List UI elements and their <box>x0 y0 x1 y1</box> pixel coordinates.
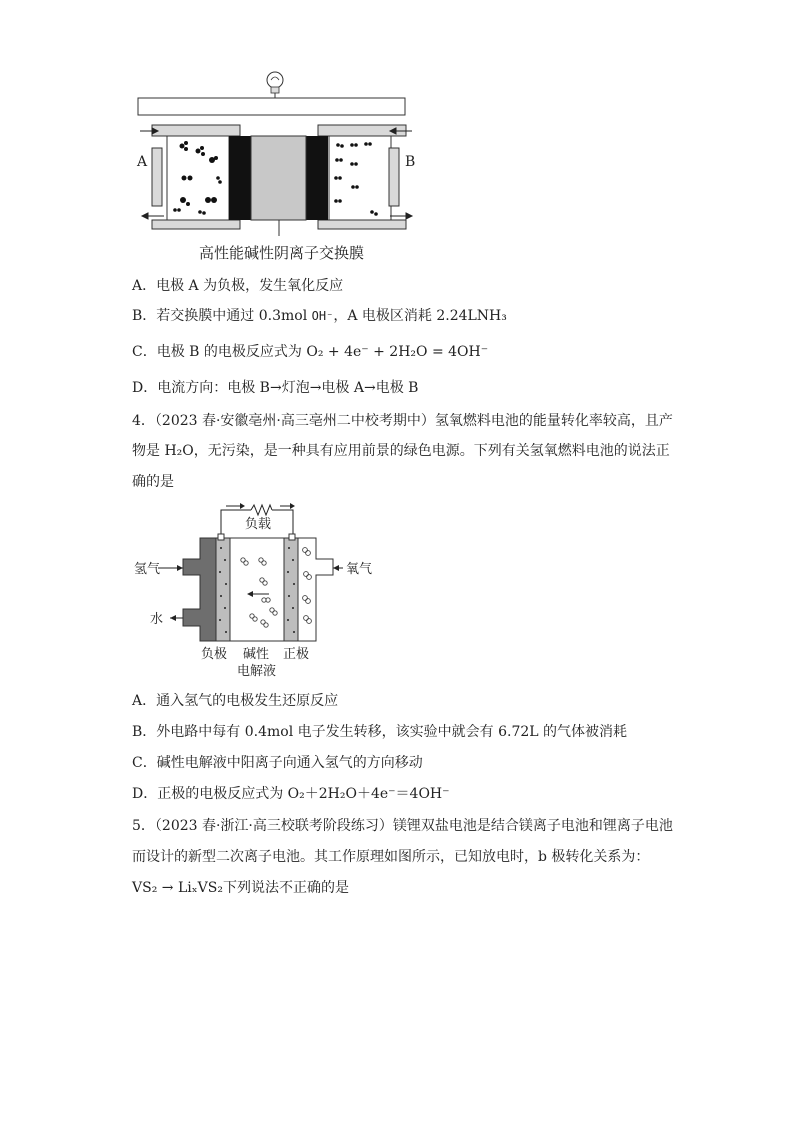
q4-option-d: D．正极的电极反应式为 O₂＋2H₂O＋4e⁻＝4OH⁻ <box>132 786 450 802</box>
q5-stem-line-2: 而设计的新型二次离子电池。其工作原理如图所示，已知放电时，b 极转化关系为： <box>132 849 650 865</box>
label-a: A <box>137 154 148 170</box>
q4-stem-line-2: 物是 H₂O，无污染，是一种具有应用前景的绿色电源。下列有关氢氧燃料电池的说法正 <box>132 443 670 459</box>
q3-option-c: C．电极 B 的电极反应式为 O₂ + 4e⁻ + 2H₂O = 4OH⁻ <box>132 344 489 360</box>
positive-label: 正极 <box>283 647 310 662</box>
resistor-icon <box>251 505 272 515</box>
q5-stem-line-3: VS₂ → LiₓVS₂下列说法不正确的是 <box>132 880 349 896</box>
figure1-caption: 高性能碱性阴离子交换膜 <box>199 244 365 262</box>
left-top-plate <box>152 125 240 136</box>
label-b: B <box>405 154 416 170</box>
q4-option-a: A．通入氢气的电极发生还原反应 <box>132 693 339 709</box>
right-side-bar <box>389 148 399 206</box>
negative-electrode <box>216 538 230 641</box>
q4-option-c: C．碱性电解液中阳离子向通入氢气的方向移动 <box>132 755 423 771</box>
q3-option-a: A．电极 A 为负极，发生氧化反应 <box>132 278 344 294</box>
load-label: 负载 <box>245 517 272 532</box>
light-bulb-icon <box>267 72 283 98</box>
q3-option-b-post: ，A 电极区消耗 2.24LNH₃ <box>333 308 507 324</box>
oxygen-label: 氧气 <box>346 562 373 577</box>
q5-stem-line-1: 5．（2023 春·浙江·高三校联考阶段练习）镁锂双盐电池是结合镁离子电池和锂离子电池 <box>132 818 673 834</box>
electrolyte-label-2: 电解液 <box>237 664 277 679</box>
right-bottom-plate <box>318 220 406 229</box>
external-wire <box>138 98 405 115</box>
q3-option-b-pre: B．若交换膜中通过 0.3mol <box>132 308 312 324</box>
electrode-b <box>306 136 328 220</box>
q3-option-b-oh: OH⁻ <box>311 309 334 323</box>
hydrogen-chamber <box>183 538 216 641</box>
water-label: 水 <box>150 612 164 627</box>
electrolyte-label-1: 碱性 <box>243 647 270 662</box>
q4-stem-line-1: 4．（2023 春·安徽亳州·高三亳州二中校考期中）氢氧燃料电池的能量转化率较高，且产 <box>132 413 673 429</box>
hydrogen-label: 氢气 <box>134 562 161 577</box>
q4-stem-line-3: 确的是 <box>132 474 174 490</box>
left-side-bar <box>152 148 162 206</box>
positive-electrode <box>284 538 298 641</box>
left-bottom-plate <box>152 220 240 229</box>
anion-exchange-membrane <box>251 136 306 220</box>
electrode-a <box>229 136 251 220</box>
negative-label: 负极 <box>201 647 228 662</box>
q3-option-b <box>132 307 507 325</box>
q4-option-b: B．外电路中每有 0.4mol 电子发生转移，该实验中就会有 6.72L 的气体被消耗 <box>132 724 628 740</box>
q3-option-d: D．电流方向：电极 B→灯泡→电极 A→电极 B <box>132 380 419 396</box>
oxygen-chamber <box>298 538 333 641</box>
electrolyte-region <box>230 538 284 641</box>
fuel-cell-figure-2 <box>0 498 794 688</box>
fuel-cell-figure-1 <box>0 0 794 270</box>
